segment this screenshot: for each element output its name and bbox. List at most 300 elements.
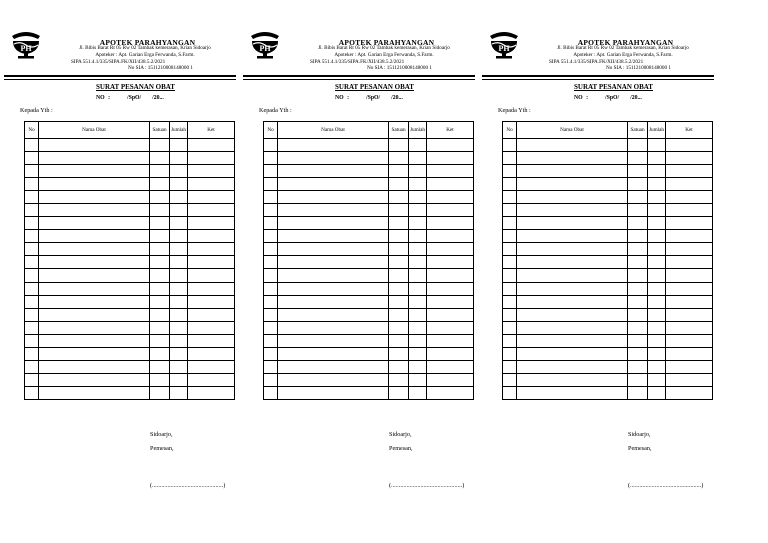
table-cell[interactable] [389, 190, 409, 203]
table-cell[interactable] [666, 334, 713, 347]
table-cell[interactable] [503, 230, 517, 243]
table-cell[interactable] [503, 164, 517, 177]
table-cell[interactable] [666, 243, 713, 256]
table-cell[interactable] [427, 217, 474, 230]
table-cell[interactable] [517, 295, 628, 308]
table-cell[interactable] [517, 164, 628, 177]
table-cell[interactable] [628, 243, 648, 256]
table-cell[interactable] [188, 230, 235, 243]
table-cell[interactable] [170, 361, 188, 374]
table-cell[interactable] [278, 348, 389, 361]
table-cell[interactable] [389, 387, 409, 400]
table-cell[interactable] [264, 321, 278, 334]
table-cell[interactable] [517, 217, 628, 230]
table-cell[interactable] [389, 230, 409, 243]
table-cell[interactable] [278, 217, 389, 230]
table-cell[interactable] [150, 334, 170, 347]
table-cell[interactable] [39, 387, 150, 400]
table-cell[interactable] [150, 374, 170, 387]
table-cell[interactable] [188, 177, 235, 190]
table-cell[interactable] [648, 177, 666, 190]
table-cell[interactable] [666, 269, 713, 282]
table-cell[interactable] [188, 190, 235, 203]
table-cell[interactable] [188, 138, 235, 151]
table-cell[interactable] [278, 138, 389, 151]
table-cell[interactable] [427, 151, 474, 164]
table-cell[interactable] [517, 387, 628, 400]
table-cell[interactable] [409, 217, 427, 230]
table-cell[interactable] [264, 164, 278, 177]
table-cell[interactable] [409, 256, 427, 269]
table-cell[interactable] [628, 308, 648, 321]
table-cell[interactable] [150, 269, 170, 282]
table-cell[interactable] [170, 387, 188, 400]
table-cell[interactable] [25, 334, 39, 347]
table-cell[interactable] [278, 321, 389, 334]
table-cell[interactable] [264, 295, 278, 308]
table-cell[interactable] [666, 348, 713, 361]
table-cell[interactable] [264, 269, 278, 282]
table-cell[interactable] [188, 151, 235, 164]
table-cell[interactable] [188, 361, 235, 374]
table-cell[interactable] [389, 256, 409, 269]
table-cell[interactable] [278, 151, 389, 164]
table-cell[interactable] [427, 374, 474, 387]
table-cell[interactable] [264, 334, 278, 347]
table-cell[interactable] [628, 334, 648, 347]
table-cell[interactable] [409, 177, 427, 190]
table-cell[interactable] [278, 374, 389, 387]
table-cell[interactable] [170, 151, 188, 164]
table-cell[interactable] [39, 256, 150, 269]
table-cell[interactable] [39, 177, 150, 190]
table-cell[interactable] [666, 230, 713, 243]
table-cell[interactable] [503, 361, 517, 374]
table-cell[interactable] [648, 151, 666, 164]
table-cell[interactable] [427, 334, 474, 347]
table-cell[interactable] [150, 348, 170, 361]
table-cell[interactable] [389, 334, 409, 347]
table-cell[interactable] [503, 217, 517, 230]
table-cell[interactable] [427, 321, 474, 334]
table-cell[interactable] [628, 374, 648, 387]
table-cell[interactable] [648, 308, 666, 321]
table-cell[interactable] [264, 217, 278, 230]
table-cell[interactable] [409, 374, 427, 387]
table-cell[interactable] [264, 243, 278, 256]
table-cell[interactable] [278, 282, 389, 295]
table-cell[interactable] [409, 269, 427, 282]
table-cell[interactable] [25, 164, 39, 177]
table-cell[interactable] [427, 177, 474, 190]
table-cell[interactable] [517, 256, 628, 269]
table-cell[interactable] [39, 348, 150, 361]
table-cell[interactable] [25, 361, 39, 374]
table-cell[interactable] [264, 203, 278, 216]
table-cell[interactable] [264, 190, 278, 203]
table-cell[interactable] [389, 348, 409, 361]
table-cell[interactable] [503, 334, 517, 347]
table-cell[interactable] [25, 177, 39, 190]
table-cell[interactable] [264, 230, 278, 243]
table-cell[interactable] [389, 151, 409, 164]
table-cell[interactable] [517, 203, 628, 216]
table-cell[interactable] [264, 374, 278, 387]
table-cell[interactable] [503, 282, 517, 295]
table-cell[interactable] [25, 256, 39, 269]
table-cell[interactable] [409, 387, 427, 400]
table-cell[interactable] [409, 361, 427, 374]
table-cell[interactable] [25, 217, 39, 230]
table-cell[interactable] [39, 334, 150, 347]
table-cell[interactable] [409, 348, 427, 361]
table-cell[interactable] [188, 387, 235, 400]
table-cell[interactable] [39, 151, 150, 164]
table-cell[interactable] [427, 203, 474, 216]
table-cell[interactable] [517, 177, 628, 190]
table-cell[interactable] [39, 217, 150, 230]
table-cell[interactable] [409, 230, 427, 243]
table-cell[interactable] [150, 361, 170, 374]
table-cell[interactable] [648, 321, 666, 334]
table-cell[interactable] [25, 269, 39, 282]
table-cell[interactable] [150, 190, 170, 203]
table-cell[interactable] [188, 334, 235, 347]
table-cell[interactable] [517, 282, 628, 295]
table-cell[interactable] [517, 243, 628, 256]
table-cell[interactable] [170, 164, 188, 177]
table-cell[interactable] [666, 203, 713, 216]
table-cell[interactable] [427, 295, 474, 308]
table-cell[interactable] [628, 256, 648, 269]
table-cell[interactable] [188, 164, 235, 177]
table-cell[interactable] [628, 282, 648, 295]
table-cell[interactable] [389, 217, 409, 230]
table-cell[interactable] [389, 138, 409, 151]
table-cell[interactable] [648, 138, 666, 151]
table-cell[interactable] [170, 282, 188, 295]
table-cell[interactable] [666, 190, 713, 203]
table-cell[interactable] [39, 164, 150, 177]
table-cell[interactable] [648, 334, 666, 347]
table-cell[interactable] [503, 256, 517, 269]
table-cell[interactable] [666, 151, 713, 164]
table-cell[interactable] [666, 295, 713, 308]
table-cell[interactable] [648, 295, 666, 308]
table-cell[interactable] [503, 387, 517, 400]
table-cell[interactable] [150, 256, 170, 269]
table-cell[interactable] [25, 203, 39, 216]
table-cell[interactable] [648, 348, 666, 361]
table-cell[interactable] [409, 190, 427, 203]
table-cell[interactable] [409, 334, 427, 347]
table-cell[interactable] [409, 138, 427, 151]
table-cell[interactable] [188, 321, 235, 334]
table-cell[interactable] [427, 190, 474, 203]
table-cell[interactable] [278, 190, 389, 203]
table-cell[interactable] [389, 243, 409, 256]
table-cell[interactable] [25, 321, 39, 334]
table-cell[interactable] [39, 321, 150, 334]
table-cell[interactable] [503, 321, 517, 334]
table-cell[interactable] [39, 361, 150, 374]
table-cell[interactable] [389, 295, 409, 308]
table-cell[interactable] [39, 269, 150, 282]
table-cell[interactable] [150, 151, 170, 164]
table-cell[interactable] [666, 217, 713, 230]
table-cell[interactable] [264, 387, 278, 400]
table-cell[interactable] [427, 243, 474, 256]
table-cell[interactable] [503, 203, 517, 216]
table-cell[interactable] [517, 361, 628, 374]
table-cell[interactable] [628, 269, 648, 282]
table-cell[interactable] [188, 203, 235, 216]
table-cell[interactable] [150, 138, 170, 151]
table-cell[interactable] [188, 256, 235, 269]
table-cell[interactable] [278, 387, 389, 400]
table-cell[interactable] [264, 256, 278, 269]
table-cell[interactable] [150, 387, 170, 400]
table-cell[interactable] [188, 243, 235, 256]
table-cell[interactable] [427, 269, 474, 282]
table-cell[interactable] [170, 334, 188, 347]
table-cell[interactable] [427, 256, 474, 269]
table-cell[interactable] [39, 295, 150, 308]
table-cell[interactable] [170, 217, 188, 230]
table-cell[interactable] [628, 321, 648, 334]
table-cell[interactable] [25, 308, 39, 321]
table-cell[interactable] [39, 282, 150, 295]
table-cell[interactable] [278, 295, 389, 308]
table-cell[interactable] [409, 164, 427, 177]
table-cell[interactable] [648, 387, 666, 400]
table-cell[interactable] [409, 282, 427, 295]
table-cell[interactable] [170, 243, 188, 256]
table-cell[interactable] [389, 269, 409, 282]
table-cell[interactable] [517, 348, 628, 361]
table-cell[interactable] [427, 308, 474, 321]
table-cell[interactable] [648, 282, 666, 295]
table-cell[interactable] [628, 217, 648, 230]
table-cell[interactable] [628, 230, 648, 243]
table-cell[interactable] [278, 334, 389, 347]
table-cell[interactable] [427, 282, 474, 295]
table-cell[interactable] [39, 230, 150, 243]
table-cell[interactable] [278, 203, 389, 216]
table-cell[interactable] [503, 243, 517, 256]
table-cell[interactable] [427, 387, 474, 400]
table-cell[interactable] [628, 151, 648, 164]
table-cell[interactable] [409, 321, 427, 334]
table-cell[interactable] [409, 203, 427, 216]
table-cell[interactable] [427, 138, 474, 151]
table-cell[interactable] [39, 308, 150, 321]
table-cell[interactable] [648, 361, 666, 374]
table-cell[interactable] [170, 374, 188, 387]
table-cell[interactable] [389, 177, 409, 190]
table-cell[interactable] [648, 374, 666, 387]
table-cell[interactable] [503, 151, 517, 164]
table-cell[interactable] [648, 243, 666, 256]
table-cell[interactable] [170, 230, 188, 243]
table-cell[interactable] [150, 282, 170, 295]
table-cell[interactable] [150, 243, 170, 256]
table-cell[interactable] [666, 308, 713, 321]
table-cell[interactable] [150, 177, 170, 190]
table-cell[interactable] [628, 164, 648, 177]
table-cell[interactable] [39, 190, 150, 203]
table-cell[interactable] [188, 295, 235, 308]
table-cell[interactable] [666, 361, 713, 374]
table-cell[interactable] [409, 151, 427, 164]
table-cell[interactable] [150, 164, 170, 177]
table-cell[interactable] [264, 177, 278, 190]
table-cell[interactable] [278, 177, 389, 190]
table-cell[interactable] [278, 308, 389, 321]
table-cell[interactable] [666, 387, 713, 400]
table-cell[interactable] [150, 295, 170, 308]
table-cell[interactable] [170, 321, 188, 334]
table-cell[interactable] [25, 138, 39, 151]
table-cell[interactable] [389, 203, 409, 216]
table-cell[interactable] [170, 177, 188, 190]
table-cell[interactable] [648, 164, 666, 177]
table-cell[interactable] [503, 138, 517, 151]
table-cell[interactable] [517, 230, 628, 243]
table-cell[interactable] [25, 190, 39, 203]
table-cell[interactable] [25, 295, 39, 308]
table-cell[interactable] [170, 138, 188, 151]
table-cell[interactable] [503, 177, 517, 190]
table-cell[interactable] [39, 243, 150, 256]
table-cell[interactable] [25, 282, 39, 295]
table-cell[interactable] [666, 164, 713, 177]
table-cell[interactable] [503, 348, 517, 361]
table-cell[interactable] [389, 282, 409, 295]
table-cell[interactable] [39, 138, 150, 151]
table-cell[interactable] [517, 308, 628, 321]
table-cell[interactable] [503, 295, 517, 308]
table-cell[interactable] [648, 269, 666, 282]
table-cell[interactable] [188, 374, 235, 387]
table-cell[interactable] [278, 230, 389, 243]
table-cell[interactable] [503, 190, 517, 203]
table-cell[interactable] [427, 164, 474, 177]
table-cell[interactable] [666, 256, 713, 269]
table-cell[interactable] [150, 203, 170, 216]
table-cell[interactable] [150, 230, 170, 243]
table-cell[interactable] [517, 269, 628, 282]
table-cell[interactable] [389, 164, 409, 177]
table-cell[interactable] [666, 321, 713, 334]
table-cell[interactable] [150, 308, 170, 321]
table-cell[interactable] [628, 387, 648, 400]
table-cell[interactable] [170, 256, 188, 269]
table-cell[interactable] [170, 348, 188, 361]
table-cell[interactable] [264, 348, 278, 361]
table-cell[interactable] [409, 308, 427, 321]
table-cell[interactable] [409, 243, 427, 256]
table-cell[interactable] [264, 361, 278, 374]
table-cell[interactable] [170, 308, 188, 321]
table-cell[interactable] [648, 190, 666, 203]
table-cell[interactable] [278, 164, 389, 177]
table-cell[interactable] [427, 230, 474, 243]
table-cell[interactable] [278, 361, 389, 374]
table-cell[interactable] [503, 269, 517, 282]
table-cell[interactable] [628, 190, 648, 203]
table-cell[interactable] [427, 348, 474, 361]
table-cell[interactable] [389, 374, 409, 387]
table-cell[interactable] [648, 230, 666, 243]
table-cell[interactable] [150, 217, 170, 230]
table-cell[interactable] [628, 138, 648, 151]
table-cell[interactable] [188, 348, 235, 361]
table-cell[interactable] [648, 256, 666, 269]
table-cell[interactable] [150, 321, 170, 334]
table-cell[interactable] [278, 269, 389, 282]
table-cell[interactable] [278, 243, 389, 256]
table-cell[interactable] [628, 203, 648, 216]
table-cell[interactable] [648, 217, 666, 230]
table-cell[interactable] [628, 348, 648, 361]
table-cell[interactable] [264, 138, 278, 151]
table-cell[interactable] [25, 230, 39, 243]
table-cell[interactable] [503, 374, 517, 387]
table-cell[interactable] [648, 203, 666, 216]
table-cell[interactable] [264, 151, 278, 164]
table-cell[interactable] [25, 151, 39, 164]
table-cell[interactable] [427, 361, 474, 374]
table-cell[interactable] [503, 308, 517, 321]
table-cell[interactable] [170, 190, 188, 203]
table-cell[interactable] [666, 138, 713, 151]
table-cell[interactable] [517, 151, 628, 164]
table-cell[interactable] [25, 348, 39, 361]
table-cell[interactable] [264, 308, 278, 321]
table-cell[interactable] [517, 190, 628, 203]
table-cell[interactable] [389, 321, 409, 334]
table-cell[interactable] [170, 203, 188, 216]
table-cell[interactable] [188, 217, 235, 230]
table-cell[interactable] [264, 282, 278, 295]
table-cell[interactable] [628, 361, 648, 374]
table-cell[interactable] [25, 243, 39, 256]
table-cell[interactable] [188, 269, 235, 282]
table-cell[interactable] [628, 177, 648, 190]
table-cell[interactable] [170, 269, 188, 282]
table-cell[interactable] [389, 361, 409, 374]
table-cell[interactable] [25, 374, 39, 387]
table-cell[interactable] [188, 282, 235, 295]
table-cell[interactable] [278, 256, 389, 269]
table-cell[interactable] [25, 387, 39, 400]
table-cell[interactable] [39, 374, 150, 387]
table-cell[interactable] [517, 321, 628, 334]
table-cell[interactable] [39, 203, 150, 216]
table-cell[interactable] [628, 295, 648, 308]
table-cell[interactable] [666, 282, 713, 295]
table-cell[interactable] [188, 308, 235, 321]
table-cell[interactable] [666, 374, 713, 387]
table-cell[interactable] [409, 295, 427, 308]
table-cell[interactable] [517, 334, 628, 347]
table-cell[interactable] [170, 295, 188, 308]
table-cell[interactable] [517, 138, 628, 151]
table-cell[interactable] [517, 374, 628, 387]
table-cell[interactable] [666, 177, 713, 190]
table-cell[interactable] [389, 308, 409, 321]
